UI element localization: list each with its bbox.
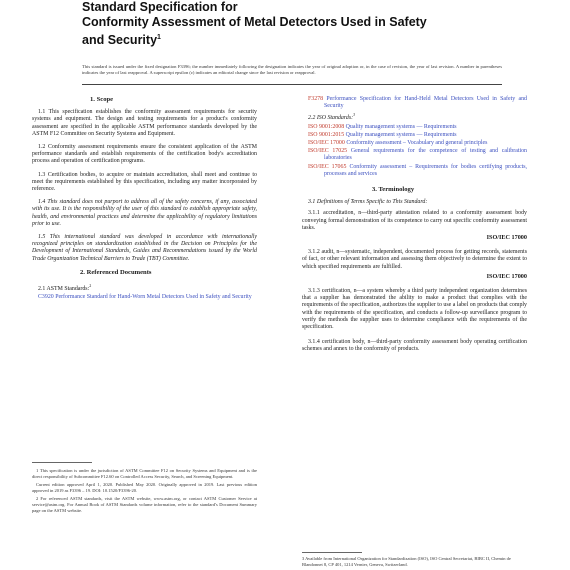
- right-column: [302, 96, 527, 356]
- definition-source: ISO/IEC 17000: [486, 272, 527, 280]
- iso-standards-subheading: [302, 111, 527, 122]
- paragraph-1-2: 1.2 Conformity assessment requirements ensure the consistent application of the ASTM performance standards and establish requirements of the certification body's accreditation process and operation of certification programs.: [32, 144, 257, 165]
- definition-source: ISO/IEC 17000: [486, 234, 527, 242]
- paragraph-1-4: 1.4 This standard does not purport to address all of the safety concerns, if any, associated with its use. It is the responsibility of the user of this standard to establish appropriate safety, health, and environmental practices and determine the applicability of regulatory limitations prior to use.: [32, 199, 257, 227]
- reference-title-link[interactable]: Performance Standard for Hand-Worn Metal Detectors Used in Safety and Security: [55, 294, 252, 301]
- left-column: [32, 96, 257, 302]
- paragraph-1-5: 1.5 This international standard was developed in accordance with internationally recognized principles on standardization established in the Decision on Principles for the Development of International Standards, Guides and Recommendations issued by the World Trade Organization Technical Barriers to Trade (TBT) Committee.: [32, 234, 257, 262]
- title-line-2: Conformity Assessment of Metal Detectors Used in Safety: [82, 15, 427, 29]
- reference-code-link[interactable]: F3278: [308, 96, 324, 102]
- section-heading-references: 2. Referenced Documents: [80, 268, 152, 276]
- iso-reference-item[interactable]: [302, 140, 527, 147]
- title-line-1: Standard Specification for: [82, 0, 238, 14]
- reference-item[interactable]: [302, 96, 527, 110]
- iso-code-link[interactable]: ISO/IEC 17000: [308, 139, 345, 146]
- definition-certification-body: 3.1.4 certification body, n—third-party conformity assessment body operating certification schemes and annex to the conformity of products.: [302, 339, 527, 353]
- iso-code-link[interactable]: ISO/IEC 17065: [308, 163, 347, 170]
- title-line-3-text: and Security: [82, 33, 158, 48]
- designation-preamble: This standard is issued under the fixed designation F3396; the number immediately following the designation indicates the year of original adoption or, in the case of revision, the year of last revision. A number in parentheses indicates the year of last reapproval. A superscript epsilon (ε) indicates an editorial change since the last revision or reapproval.: [82, 64, 502, 75]
- astm-standards-subheading: [32, 282, 257, 293]
- iso-code-link[interactable]: ISO 9001:2015: [308, 131, 345, 138]
- iso-title-link[interactable]: Conformity assessment – Requirements for bodies certifying products, processes and services: [324, 163, 527, 177]
- footnote-divider: [32, 462, 92, 463]
- title-footnote-marker: 1: [157, 34, 161, 41]
- title-block: [82, 0, 502, 48]
- definition-accreditation: 3.1.1 accreditation, n—third-party attestation related to a conformity assessment body conveying formal demonstration of its competence to carry out specific conformity assessment tasks.: [302, 210, 527, 231]
- iso-title-link[interactable]: General requirements for the competence of testing and calibration laboratories: [324, 148, 527, 162]
- definition-audit: 3.1.2 audit, n—systematic, independent, documented process for getting records, statements of fact, or other relevant information and assessing them objectively to determine the extent to which specified requirements are fulfilled.: [302, 249, 527, 270]
- iso-reference-item[interactable]: [302, 124, 527, 131]
- reference-item[interactable]: [32, 294, 257, 301]
- iso-standards-label: 2.2 ISO Standards:: [308, 115, 354, 122]
- section-heading-terminology: 3. Terminology: [372, 186, 415, 193]
- definitions-subheading: 3.1 Definitions of Terms Specific to This Standard:: [308, 199, 428, 206]
- iso-footnote-marker: 3: [353, 112, 356, 118]
- definition-certification: 3.1.3 certification, n—a system whereby a third party independent organization determines that a supplier has demonstrated the ability to make a product that complies with the requirements of the specification, authorizes the supplier to use a label on products that comply with the requirements of the specification, and conducts a follow-up surveillance program to verify the methods the supplier uses to determine compliance with the requirements of the specification.: [302, 288, 527, 331]
- footnote-divider-right: [302, 552, 362, 553]
- astm-footnote-marker: 2: [89, 283, 92, 289]
- header-divider: [82, 84, 502, 85]
- footnote-2: 2 For referenced ASTM standards, visit the ASTM website, www.astm.org, or contact ASTM Customer Service at service@astm.org. For Annual Book of ASTM Standards volume information, refer to the standard's Document Summary page on the ASTM website.: [32, 496, 257, 513]
- iso-reference-item[interactable]: [302, 132, 527, 139]
- section-heading-scope: 1. Scope: [90, 96, 114, 103]
- reference-title-link[interactable]: Performance Specification for Hand-Held Metal Detectors Used in Safety and Security: [324, 96, 527, 110]
- iso-reference-item[interactable]: [302, 164, 527, 178]
- iso-code-link[interactable]: ISO 9001:2008: [308, 123, 345, 130]
- iso-code-link[interactable]: ISO/IEC 17025: [308, 148, 348, 155]
- footnote-edition: Current edition approved April 1, 2020. Published May 2020. Originally approved in 2019. Last previous edition approved in 2019 as F3396 – 19. DOI: 10.1520/F3396-20.: [32, 482, 257, 493]
- iso-reference-item[interactable]: [302, 148, 527, 162]
- iso-title-link[interactable]: Conformity assessment – Vocabulary and general principles: [346, 139, 488, 146]
- footnotes-left: [32, 468, 257, 516]
- footnote-3: 3 Available from International Organization for Standardization (ISO), ISO Central Secretariat, BIBC II, Chemin de Blandonnet 8, CP 401, 1214 Vernier, Geneva, Switzerland.: [302, 556, 511, 567]
- title-line-3: [82, 30, 502, 48]
- paragraph-1-3: 1.3 Certification bodies, to acquire or maintain accreditation, shall meet and continue to meet the requirements established by this specification, including any matter incorporated by reference.: [32, 171, 257, 193]
- paragraph-1-1: 1.1 This specification establishes the conformity assessment requirements for security systems and equipment. The design and testing requirements for a product's conformity assessment are specified in the applicable ASTM performance standards developed by the ASTM F12 Committee on Security Systems and Equipment.: [32, 109, 257, 137]
- astm-standards-label: 2.1 ASTM Standards:: [38, 286, 90, 293]
- iso-title-link[interactable]: Quality management systems — Requirements: [345, 131, 457, 138]
- footnote-1: 1 This specification is under the jurisdiction of ASTM Committee F12 on Security Systems and Equipment and is the direct responsibility of Subcommittee F12.60 on Controlled Access Security, Search, and Screening Equipment.: [32, 468, 257, 479]
- iso-title-link[interactable]: Quality management systems — Requirements: [345, 123, 457, 130]
- reference-code-link[interactable]: C3920: [38, 294, 54, 301]
